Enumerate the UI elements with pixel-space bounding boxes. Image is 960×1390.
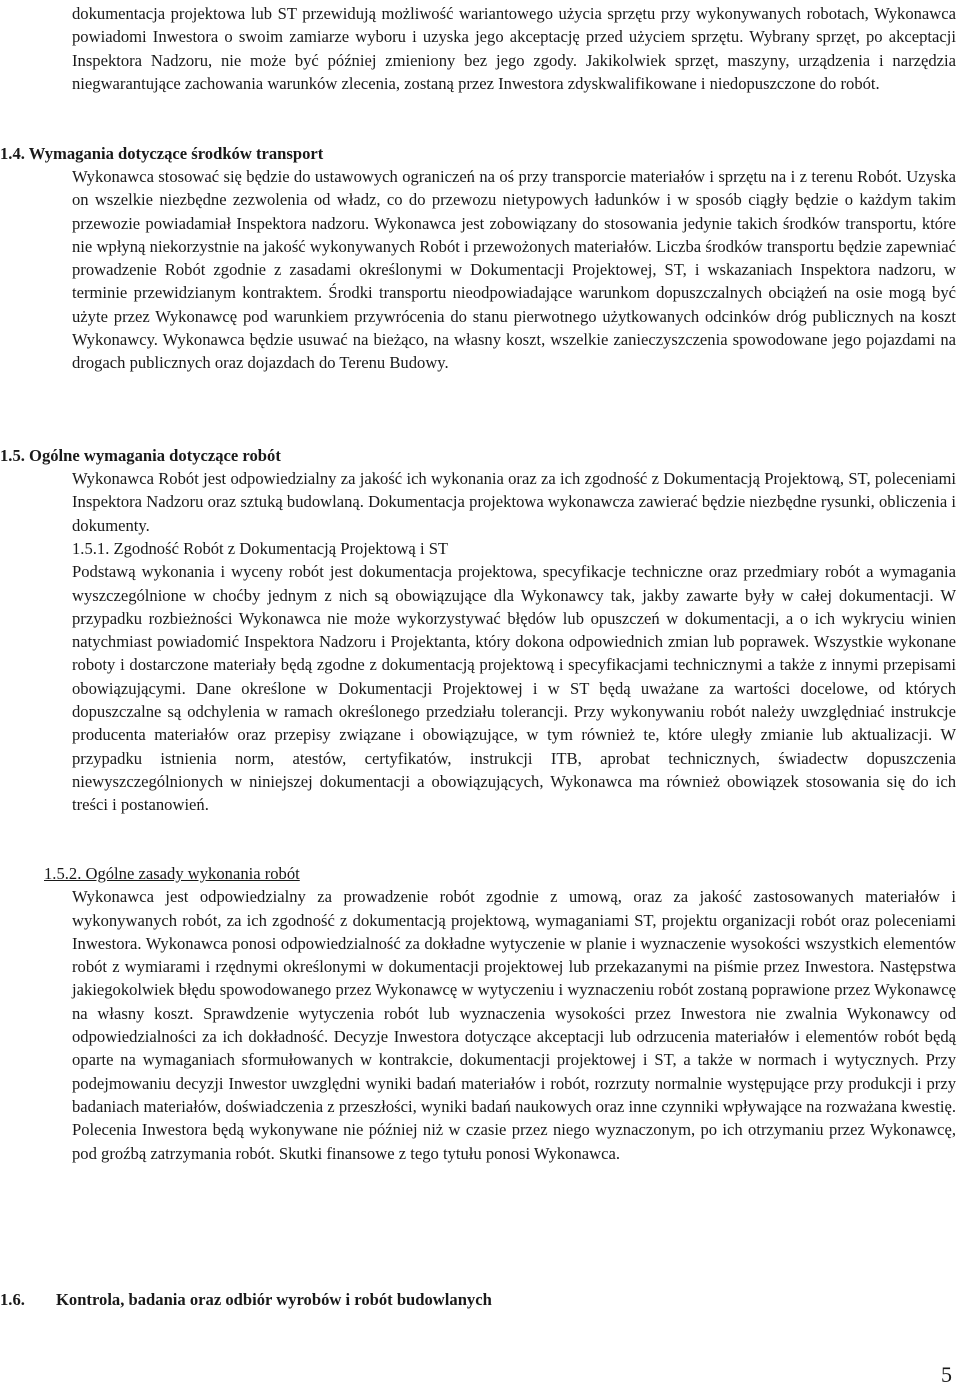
subsection-1-5-2-heading	[44, 862, 960, 885]
section-1-6-title: Kontrola, badania oraz odbiór wyrobów i robót budowlanych	[56, 1290, 492, 1309]
intro-paragraph: dokumentacja projektowa lub ST przewidują możliwość wariantowego użycia sprzętu przy wykonywanych robotach, Wykonawca powiadomi Inwestora o swoim zamiarze wyboru i uzyska jego akceptację przed użyciem sprzętu. Wybrany sprzęt, po akceptacji Inspektora Nadzoru, nie może być później zmieniony bez jego zgody. Jakikolwiek sprzęt, maszyny, urządzenia i narzędzia niegwarantujące zachowania warunków zlecenia, zostaną przez Inwestora zdyskwalifikowane i niedopuszczone do robót.	[72, 4, 956, 93]
section-1-5-heading	[0, 444, 281, 467]
intro-block	[0, 2, 960, 95]
subsection-1-5-2-heading-text: 1.5.2. Ogólne zasady wykonania robót	[44, 864, 300, 883]
section-1-5-number: 1.5.	[0, 446, 25, 465]
page-number: 5	[941, 1362, 952, 1387]
subsection-1-5-1-paragraph: Podstawą wykonania i wyceny robót jest dokumentacja projektowa, specyfikacje techniczne oraz przedmiary robót a wymagania wyszczególnione w choćby jednym z nich są obowiązujące dla Wykonawcy tak, jakby zawarte były w całej dokumentacji. W przypadku rozbieżności Wykonawca nie może wykorzystywać błędów lub opuszczeń w dokumentacji, a o ich wykryciu winien natychmiast powiadomić Inspektora Nadzoru i Projektanta, który dokona odpowiednich zmian lub poprawek. Wszystkie wykonane roboty i dostarczone materiały będą zgodne z dokumentacją projektową i specyfikacjami technicznymi a także z innymi przepisami obowiązującymi. Dane określone w Dokumentacji Projektowej i w ST będą uważane za wartości docelowe, od których dopuszczalne są odchylenia w ramach określonego przedziału tolerancji. Przy wykonywaniu robót należy uwzględniać instrukcje producenta materiałów oraz przepisy związane i obowiązujące, w tym również te, które uległy zmianie lub aktualizacji. W przypadku istnienia norm, atestów, certyfikatów, instrukcji ITB, aprobat technicznych, świadectw dopuszczenia niewyszczególnionych w niniejszej dokumentacji a obowiązujących, Wykonawca ma również obowiązek stosowania się do ich treści i postanowień.	[72, 562, 956, 815]
subsection-1-5-2-block	[0, 862, 960, 1165]
section-1-4-number: 1.4.	[0, 144, 25, 163]
section-1-4-heading	[0, 142, 323, 165]
subsection-1-5-2-paragraph: Wykonawca jest odpowiedzialny za prowadzenie robót zgodnie z umową, oraz za jakość zastosowanych materiałów i wykonywanych robót, za ich zgodność z dokumentacją projektową, wymaganiami ST, projektu organizacji robót oraz poleceniami Inwestora. Wykonawca ponosi odpowiedzialność za dokładne wytyczenie w planie i wyznaczenie wysokości wszystkich elementów robót z wymiarami i rzędnymi określonymi w dokumentacji projektowej lub przekazanymi na piśmie przez Inwestora. Następstwa jakiegokolwiek błędu spowodowanego przez Wykonawcę w wytyczeniu i wyznaczeniu robót zostaną poprawione przez Wykonawcę na własny koszt. Sprawdzenie wytyczenia robót lub wyznaczenia wysokości przez Inwestora nie zwalnia Wykonawcy od odpowiedzialności za ich dokładność. Decyzje Inwestora dotyczące akceptacji lub odrzucenia materiałów i elementów robót będą oparte na wymaganiach sformułowanych w kontrakcie, dokumentacji projektowej i ST, a także w normach i wytycznych. Przy podejmowaniu decyzji Inwestor uwzględni wyniki badań materiałów i robót, rozrzuty normalnie występujące przy produkcji i przy badaniach materiałów, doświadczenia z przeszłości, wyniki badań naukowych oraz inne czynniki wpływające na rozważana kwestię. Polecenia Inwestora będą wykonywane nie później niż w czasie przez niego wyznaczonym, po ich otrzymaniu przez Wykonawcę, pod groźbą zatrzymania robót. Skutki finansowe z tego tytułu ponosi Wykonawca.	[72, 887, 956, 1163]
subsection-1-5-1-block	[0, 537, 960, 817]
section-1-5-title: Ogólne wymagania dotyczące robót	[29, 446, 281, 465]
subsection-1-5-1-heading: 1.5.1. Zgodność Robót z Dokumentacją Projektową i ST	[72, 539, 449, 558]
section-1-5-block	[0, 467, 960, 537]
section-1-4-block	[0, 165, 960, 375]
section-1-5-paragraph: Wykonawca Robót jest odpowiedzialny za jakość ich wykonania oraz za ich zgodność z Dokumentacją Projektową, ST, poleceniami Inspektora Nadzoru oraz sztuką budowlaną. Dokumentacja projektowa wykonawcza zawierać będzie niezbędne rysunki, obliczenia i dokumenty.	[72, 469, 956, 535]
section-1-6-number: 1.6.	[0, 1290, 25, 1309]
section-1-4-paragraph: Wykonawca stosować się będzie do ustawowych ograniczeń na oś przy transporcie materiałów i sprzętu na i z terenu Robót. Uzyska on wszelkie niezbędne zezwolenia od władz, co do przewozu nietypowych ładunków i w sposób ciągły będzie o każdym takim przewozie powiadamiał Inspektora nadzoru. Wykonawca jest zobowiązany do stosowania jedynie takich środków transportu, które nie wpłyną niekorzystnie na jakość wykonywanych Robót i przewożonych materiałów. Liczba środków transportu będzie zapewniać prowadzenie Robót zgodnie z zasadami określonymi w Dokumentacji Projektowej, ST, i wskazaniach Inspektora nadzoru, w terminie przewidzianym kontraktem. Środki transportu nieodpowiadające warunkom dopuszczalnych obciążeń na osie mogą być użyte przez Wykonawcę pod warunkiem przywrócenia do stanu pierwotnego użytkowanych odcinków dróg publicznych na koszt Wykonawcy. Wykonawca będzie usuwać na bieżąco, na własny koszt, wszelkie zanieczyszczenia spowodowane jego pojazdami na drogach publicznych oraz dojazdach do Terenu Budowy.	[72, 167, 956, 373]
section-1-6-heading	[0, 1288, 492, 1311]
section-1-4-title: Wymagania dotyczące środków transport	[28, 144, 324, 163]
